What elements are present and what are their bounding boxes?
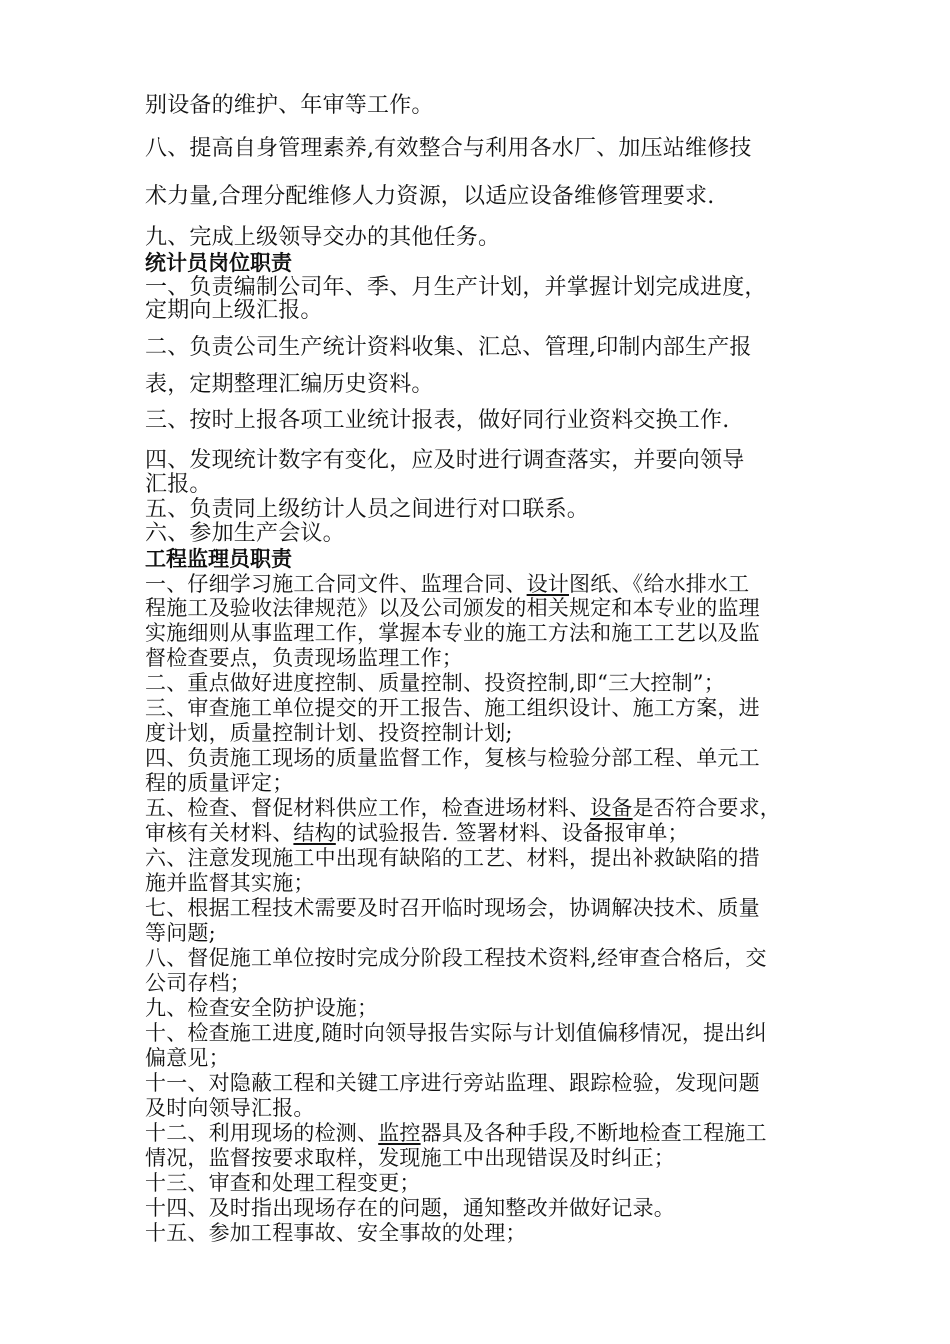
text-line: 公司存档； xyxy=(145,971,251,995)
text-line: 八、提高自身管理素养,有效整合与利用各水厂、加压站维修技 xyxy=(145,136,752,161)
text-line: 六、参加生产会议。 xyxy=(145,521,345,546)
link-structure[interactable]: 结构 xyxy=(293,821,336,845)
text-line: 二、重点做好进度控制、质量控制、投资控制,即“三大控制”； xyxy=(145,671,725,695)
text-line: 三、审查施工单位提交的开工报告、施工组织设计、施工方案，进 xyxy=(145,696,760,720)
link-design[interactable]: 设计 xyxy=(526,572,570,596)
text-line: 及时向领导汇报。 xyxy=(145,1096,315,1120)
text-line: 情况，监督按要求取样，发现施工中出现错误及时纠正； xyxy=(145,1146,675,1170)
text-line: 表，定期整理汇编历史资料。 xyxy=(145,372,434,397)
text-line: 汇报。 xyxy=(145,472,212,497)
text-line: 一、负责编制公司年、季、月生产计划，并掌握计划完成进度， xyxy=(145,275,767,300)
text-line: 程施工及验收法律规范》以及公司颁发的相关规定和本专业的监理 xyxy=(145,596,760,620)
link-equipment[interactable]: 设备 xyxy=(590,796,633,820)
text-line: 五、检查、督促材料供应工作，检查进场材料、设备是否符合要求， xyxy=(145,796,782,820)
text-line: 术力量,合理分配维修人力资源，以适应设备维修管理要求. xyxy=(145,184,715,209)
text-line: 二、负责公司生产统计资料收集、汇总、管理,印制内部生产报 xyxy=(145,335,752,360)
text-line: 十三、审查和处理工程变更； xyxy=(145,1171,421,1195)
text-line: 七、根据工程技术需要及时召开临时现场会，协调解决技术、质量 xyxy=(145,896,760,920)
text-line: 十、检查施工进度,随时向领导报告实际与计划值偏移情况，提出纠 xyxy=(145,1021,767,1045)
text-line: 五、负责同上级纺计人员之间进行对口联系。 xyxy=(145,497,590,522)
text-line: 度计划，质量控制计划、投资控制计划; xyxy=(145,721,513,745)
section-heading-supervisor: 工程监理员职责 xyxy=(145,547,292,571)
text-line: 定期向上级汇报。 xyxy=(145,298,323,323)
text-line: 十五、参加工程事故、安全事故的处理； xyxy=(145,1221,527,1245)
text-line: 六、注意发现施工中出现有缺陷的工艺、材料，提出补救缺陷的措 xyxy=(145,846,760,870)
text-line: 八、督促施工单位按时完成分阶段工程技术资料,经审查合格后，交 xyxy=(145,946,767,970)
text-line: 四、发现统计数字有变化，应及时进行调查落实，并要向领导 xyxy=(145,448,745,473)
text-line: 等问题; xyxy=(145,921,216,945)
section-heading-statistician: 统计员岗位职责 xyxy=(145,251,292,275)
text-line: 十二、利用现场的检测、监控器具及各种手段,不断地检查工程施工 xyxy=(145,1121,767,1145)
text-line: 程的质量评定； xyxy=(145,771,294,795)
text-line: 施并监督其实施； xyxy=(145,871,315,895)
text-line: 九、完成上级领导交办的其他任务。 xyxy=(145,225,501,250)
text-line: 实施细则从事监理工作，掌握本专业的施工方法和施工工艺以及监 xyxy=(145,621,760,645)
text-line: 别设备的维护、年审等工作。 xyxy=(145,93,434,118)
text-line: 九、检查安全防护设施； xyxy=(145,996,379,1020)
text-line: 四、负责施工现场的质量监督工作，复核与检验分部工程、单元工 xyxy=(145,746,760,770)
text-line: 十一、对隐蔽工程和关键工序进行旁站监理、跟踪检验，发现问题 xyxy=(145,1071,760,1095)
text-line: 三、按时上报各项工业统计报表，做好同行业资料交换工作. xyxy=(145,408,730,433)
text-line: 一、仔细学习施工合同文件、监理合同、设计图纸、《给水排水工 xyxy=(145,572,750,596)
text-line: 审核有关材料、结构的试验报告. 签署材料、设备报审单； xyxy=(145,821,689,845)
text-line: 十四、及时指出现场存在的问题，通知整改并做好记录。 xyxy=(145,1196,675,1220)
text-line: 督检查要点，负责现场监理工作； xyxy=(145,646,463,670)
text-line: 偏意见； xyxy=(145,1046,230,1070)
link-monitoring[interactable]: 监控 xyxy=(378,1121,421,1145)
